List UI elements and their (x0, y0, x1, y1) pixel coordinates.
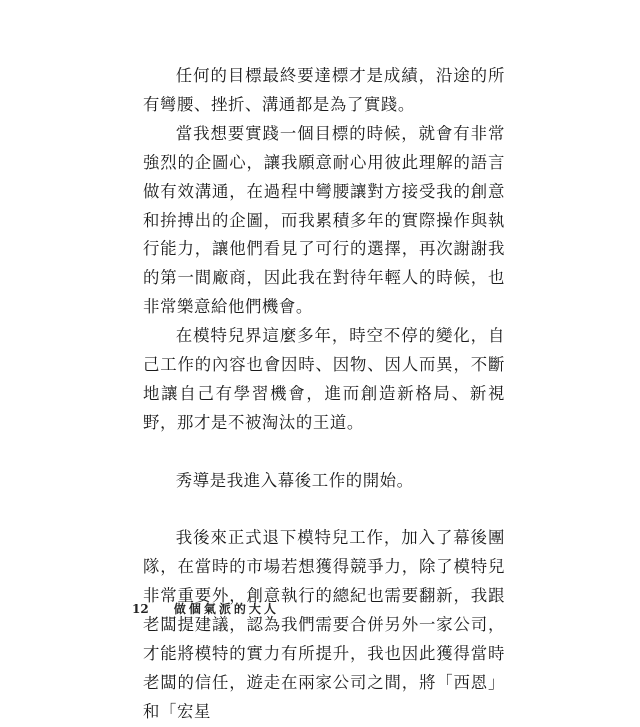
book-title: 做個氣派的大人 (173, 602, 279, 616)
page-number: 12 (132, 602, 149, 616)
paragraph-2: 當我想要實踐一個目標的時候，就會有非常強烈的企圖心，讓我願意耐心用彼此理解的語言做有效溝通，在過程中彎腰讓對方接受我的創意和拚搏出的企圖，而我累積多年的實際操作與執行能力，讓他們看見了可行的選擇，再次謝謝我的第一間廠商，因此我在對待年輕人的時候，也非常樂意給他們機會。 (143, 123, 505, 317)
paragraph-4: 秀導是我進入幕後工作的開始。 (175, 470, 414, 490)
page-body-text (143, 62, 505, 727)
paragraph-3: 在模特兒界這麼多年，時空不停的變化，自己工作的內容也會因時、因物、因人而異，不斷地讓自己有學習機會，進而創造新格局、新視野，那才是不被淘汰的王道。 (143, 326, 505, 432)
paragraph-1: 任何的目標最終要達標才是成績，沿途的所有彎腰、挫折、溝通都是為了實踐。 (143, 66, 505, 114)
page-footer (132, 600, 279, 617)
paragraph-5: 我後來正式退下模特兒工作，加入了幕後團隊，在當時的市場若想獲得競爭力，除了模特兒非常重要外，創意執行的總紀也需要翻新，我跟老闆提建議，認為我們需要合併另外一家公司，才能將模特的實力有所提升，我也因此獲得當時老闆的信任，遊走在兩家公司之間，將「西恩」和「宏星 (143, 528, 505, 721)
paragraph-spacer (143, 496, 505, 525)
paragraph-spacer (143, 438, 505, 467)
